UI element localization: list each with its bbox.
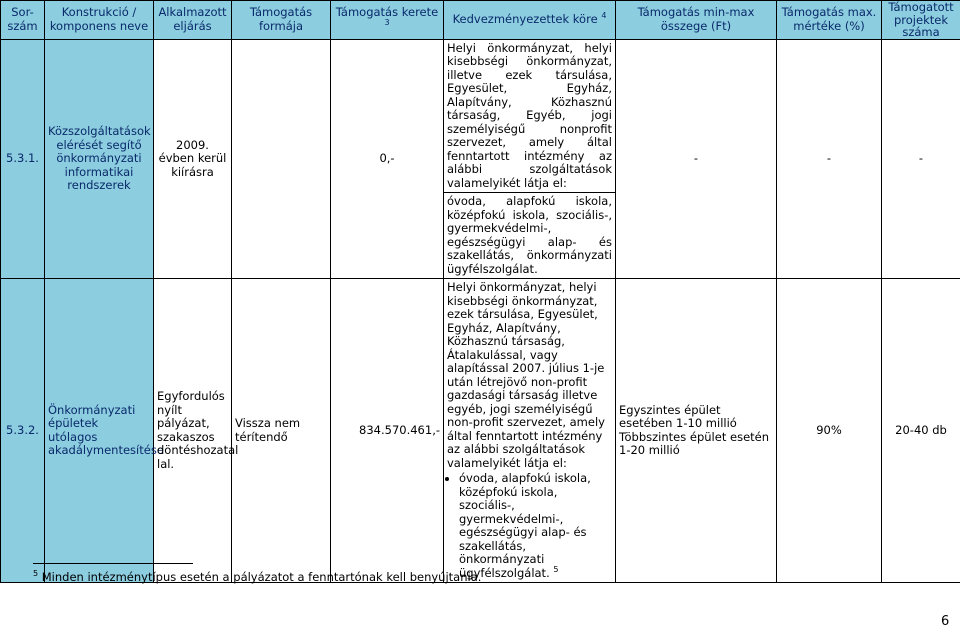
header-eljaras: Alkalmazott eljárás [154, 1, 232, 40]
footnote-ref: 5 [553, 564, 559, 574]
list-item: • óvoda, alapfokú iskola, középfokú iskola, szociális-, gyermekvédelmi-, egészségügyi alap- és szakellátás, önkormányzati ügyfélszolgálat. $^5$ [459, 472, 612, 580]
footnote [33, 570, 481, 584]
row-kerete: 0,- [331, 39, 444, 279]
row-projektek: - [882, 39, 960, 279]
header-konstrukcio: Konstrukció / komponens neve [45, 1, 154, 40]
row-kore-list [447, 472, 612, 580]
row-min-max: - [616, 39, 777, 279]
header-row [1, 1, 960, 40]
table-row [1, 279, 960, 583]
row-konstrukcio: Közszolgáltatások elérését segítő önkormányzati informatikai rendszerek [45, 39, 154, 279]
header-max-mertek: Támogatás max. mértéke (%) [777, 1, 882, 40]
footnote-number: 5 [33, 569, 39, 579]
row-projektek: 20-40 db [882, 279, 960, 583]
footnote-divider [33, 563, 193, 564]
row-max-mertek: - [777, 39, 882, 279]
row-eljaras: Egyfordulós nyílt pályázat, szakaszos döntéshozatal lal. [154, 279, 232, 583]
row-formaja [232, 39, 331, 279]
row-kerete: 834.570.461,- [331, 279, 444, 583]
row-min-max: Egyszintes épület esetében 1-10 millió Többszintes épület esetén 1-20 millió [616, 279, 777, 583]
header-kerete: Támogatás kerete $^3$ [331, 1, 444, 40]
row-konstrukcio: Önkormányzati épületek utólagos akadálymentesítése [45, 279, 154, 583]
row-sorszam: 5.3.1. [1, 39, 45, 279]
row-kore-institutions: óvoda, alapfokú iskola, középfokú iskola, szociális-, gyermekvédelmi-, egészségügyi alap- és szakellátás, önkormányzati ügyfélszolgálat. [444, 193, 616, 279]
row-sorszam: 5.3.2. [1, 279, 45, 583]
header-min-max: Támogatás min-max összege (Ft) [616, 1, 777, 40]
row-kore-main: Helyi önkormányzat, helyi kisebbségi önkormányzat, illetve ezek társulása, Egyesület, Egyház, Alapítvány, Közhasznú társaság, Egyéb, jogi személyiségű nonprofit szervezet, amely által fenntartott intézmény az alábbi szolgáltatások valamelyikét látja el: [444, 39, 616, 193]
header-kore: Kedvezményezettek köre $^4$ [444, 1, 616, 40]
row-eljaras: 2009. évben kerül kiírásra [154, 39, 232, 279]
header-projektek: Támogatott projektek száma [882, 1, 960, 40]
row-max-mertek: 90% [777, 279, 882, 583]
row-kore [444, 279, 616, 583]
row-formaja: Vissza nem térítendő [232, 279, 331, 583]
header-sorszam: Sor- szám [1, 1, 45, 40]
table-row [1, 39, 960, 193]
row-kore-main: Helyi önkormányzat, helyi kisebbségi önkormányzat, ezek társulása, Egyesület, Egyház, Alapítvány, Közhasznú társaság, Átalakulással, vagy alapítással 2007. július 1-je után létrejövő non-profit gazdasági társaság illetve egyéb, jogi személyiségű non-profit szervezet, amely által fenntartott intézmény az alábbi szolgáltatások valamelyikét látja el: [447, 280, 605, 470]
page-number: 6 [941, 614, 950, 629]
footnote-text: Minden intézménytípus esetén a pályázatot a fenntartónak kell benyújtania. [41, 570, 482, 584]
header-formaja: Támogatás formája [232, 1, 331, 40]
